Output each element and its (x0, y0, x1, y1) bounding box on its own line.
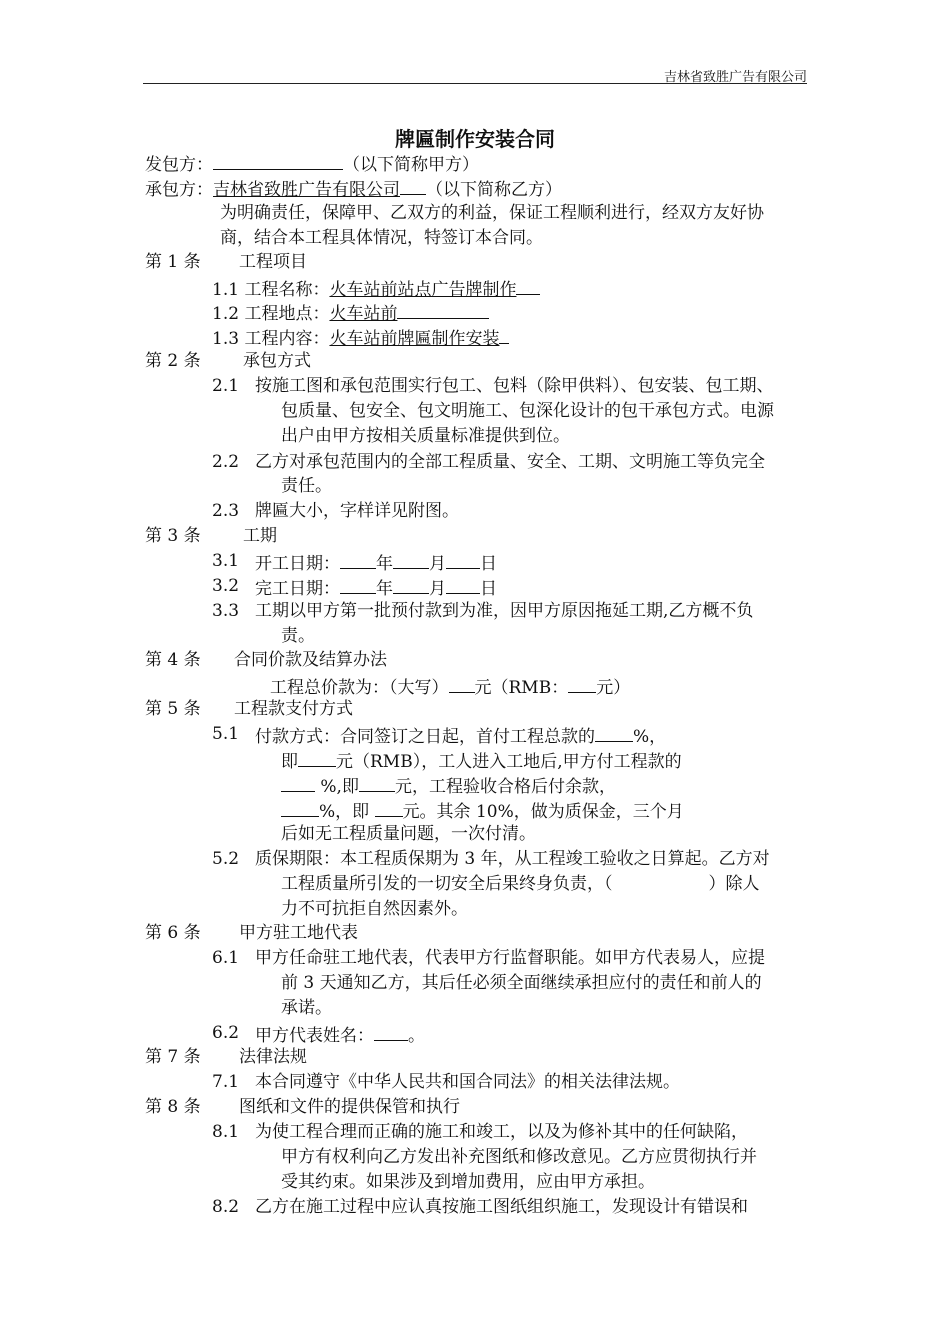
year-unit: 年 (376, 579, 393, 599)
clause-6-1-number: 6.1 (212, 948, 240, 968)
clause-8-1-number: 8.1 (212, 1122, 240, 1142)
clause-1-2 (212, 299, 489, 326)
total-price-label: 工程总价款为：（大写） (270, 678, 449, 698)
clause-5-1-text-d1: %，即 (319, 802, 375, 822)
article-5-title: 工程款支付方式 (234, 699, 353, 719)
article-4-title: 合同价款及结算办法 (234, 650, 387, 670)
clause-5-1-number: 5.1 (212, 724, 240, 744)
clause-5-1-line-4 (281, 797, 684, 824)
clause-2-2-line-2: 责任。 (281, 476, 332, 496)
clause-2-2-number: 2.2 (212, 452, 240, 472)
clause-2-1-line-3: 出户由甲方按相关质量标准提供到位。 (281, 426, 570, 446)
clause-5-1-text-d2: 元。其余 10%，做为质保金，三个月 (402, 802, 684, 822)
clause-1-3 (212, 324, 509, 351)
article-8-title: 图纸和文件的提供保管和执行 (239, 1097, 460, 1117)
article-6-heading: 第 6 条 (145, 923, 201, 943)
end-year-blank (340, 574, 376, 594)
start-month-blank (393, 549, 429, 569)
start-day-blank (446, 549, 480, 569)
clause-3-1-number: 3.1 (212, 551, 240, 571)
total-price-yuan: 元（RMB： (474, 678, 569, 698)
year-unit: 年 (376, 554, 393, 574)
clause-1-2-label: 1.2 工程地点： (212, 304, 330, 324)
clause-2-3-line-1: 牌匾大小，字样详见附图。 (255, 501, 459, 521)
clause-5-1-line-3 (281, 772, 616, 799)
article-2-heading: 第 2 条 (145, 351, 201, 371)
article-5-heading: 第 5 条 (145, 699, 201, 719)
clause-5-1-line-1 (255, 722, 666, 749)
clause-2-1-number: 2.1 (212, 376, 240, 396)
intro-line-1: 为明确责任，保障甲、乙双方的利益，保证工程顺利进行，经双方友好协 (220, 203, 764, 223)
start-year-blank (340, 549, 376, 569)
total-price-yuan-end: 元） (596, 678, 631, 698)
employer-label: 发包方： (145, 155, 213, 175)
article-3-title: 工期 (243, 526, 277, 546)
clause-3-2-number: 3.2 (212, 576, 240, 596)
intro-line-2: 商，结合本工程具体情况，特签订本合同。 (220, 228, 543, 248)
clause-8-1-line-3: 受其约束。如果涉及到增加费用，应由甲方承担。 (281, 1172, 655, 1192)
project-site-value: 火车站前 (329, 304, 398, 324)
clause-3-2 (255, 574, 497, 601)
first-payment-amount-blank (298, 747, 336, 767)
clause-5-1-text-b: 元（RMB），工人进入工地后,甲方付工程款的 (336, 752, 682, 772)
day-unit: 日 (480, 579, 497, 599)
article-8-heading: 第 8 条 (145, 1097, 201, 1117)
clause-6-1-line-1: 甲方任命驻工地代表，代表甲方行监督职能。如甲方代表易人，应提 (255, 948, 765, 968)
document-title: 牌匾制作安装合同 (395, 127, 555, 151)
clause-8-1-line-2: 甲方有权利向乙方发出补充图纸和修改意见。乙方应贯彻执行并 (281, 1147, 757, 1167)
employer-line (145, 150, 479, 177)
clause-2-1-line-2: 包质量、包安全、包文明施工、包深化设计的包干承包方式。电源 (281, 401, 774, 421)
end-date-label: 完工日期： (255, 579, 340, 599)
article-2-title: 承包方式 (243, 351, 311, 371)
clause-5-1-line-5: 后如无工程质量问题，一次付清。 (281, 824, 536, 844)
clause-2-2-line-1: 乙方对承包范围内的全部工程质量、安全、工期、文明施工等负完全 (255, 452, 765, 472)
representative-label: 甲方代表姓名： (255, 1026, 374, 1046)
page-header-company: 吉林省致胜广告有限公司 (663, 70, 807, 85)
clause-5-2-line-3: 力不可抗拒自然因素外。 (281, 899, 468, 919)
clause-5-1-line-2 (281, 747, 682, 774)
header-rule (143, 83, 807, 84)
representative-name-blank (374, 1021, 408, 1041)
article-3-heading: 第 3 条 (145, 526, 201, 546)
month-unit: 月 (429, 554, 446, 574)
payment-method-text: 付款方式：合同签订之日起，首付工程总款的 (255, 727, 595, 747)
employer-note: （以下简称甲方） (343, 155, 479, 175)
clause-5-2-line-1: 质保期限：本工程质保期为 3 年，从工程竣工验收之日算起。乙方对 (255, 849, 770, 869)
clause-5-2-number: 5.2 (212, 849, 240, 869)
clause-3-3-line-2: 责。 (281, 626, 315, 646)
ji-text: 即 (281, 752, 298, 772)
project-name-blank (516, 275, 540, 295)
start-date-label: 开工日期： (255, 554, 340, 574)
clause-1-3-label: 1.3 工程内容： (212, 329, 330, 349)
clause-5-2-text-b: ）除人 (708, 874, 760, 894)
contractor-name: 吉林省致胜广告有限公司 (213, 180, 400, 200)
end-month-blank (393, 574, 429, 594)
clause-3-3-line-1: 工期以甲方第一批预付款到为准，因甲方原因拖延工期,乙方概不负 (255, 601, 754, 621)
project-site-blank (397, 299, 489, 319)
clause-2-1-line-1: 按施工图和承包范围实行包工、包料（除甲供料）、包安装、包工期、 (255, 376, 774, 396)
project-name-value: 火车站前站点广告牌制作 (329, 280, 517, 300)
clause-6-1-line-2: 前 3 天通知乙方，其后任必须全面继续承担应付的责任和前人的 (281, 973, 762, 993)
total-price-words-blank (449, 673, 475, 693)
first-payment-pct-blank (595, 722, 633, 742)
article-6-title: 甲方驻工地代表 (239, 923, 358, 943)
clause-6-1-line-3: 承诺。 (281, 998, 332, 1018)
clause-2-3-number: 2.3 (212, 501, 240, 521)
second-payment-pct-blank (281, 772, 315, 792)
total-price-line (270, 673, 630, 700)
article-1-heading: 第 1 条 (145, 252, 201, 272)
clause-5-1-text-c1: %,即 (315, 777, 359, 797)
pct-comma: %， (633, 727, 667, 747)
representative-end: 。 (408, 1026, 425, 1046)
clause-6-2 (255, 1021, 425, 1048)
second-payment-amount-blank (359, 772, 395, 792)
day-unit: 日 (480, 554, 497, 574)
clause-7-1-number: 7.1 (212, 1072, 240, 1092)
clause-8-1-line-1: 为使工程合理而正确的施工和竣工，以及为修补其中的任何缺陷， (255, 1122, 748, 1142)
total-price-rmb-blank (568, 673, 596, 693)
clause-7-1-line-1: 本合同遵守《中华人民共和国合同法》的相关法律法规。 (255, 1072, 680, 1092)
clause-5-1-text-c2: 元，工程验收合格后付余款， (394, 777, 616, 797)
clause-3-3-number: 3.3 (212, 601, 240, 621)
contractor-note: （以下简称乙方） (426, 180, 562, 200)
clause-5-2-text-a: 工程质量所引发的一切安全后果终身负责，（ (281, 874, 613, 894)
employer-blank (213, 150, 343, 170)
clause-1-1 (212, 275, 540, 302)
article-1-title: 工程项目 (239, 252, 307, 272)
article-7-heading: 第 7 条 (145, 1047, 201, 1067)
clause-8-2-number: 8.2 (212, 1197, 240, 1217)
project-content-value: 火车站前牌匾制作安装 (329, 329, 500, 349)
article-4-heading: 第 4 条 (145, 650, 201, 670)
balance-amount-blank (375, 797, 403, 817)
clause-1-1-label: 1.1 工程名称： (212, 280, 330, 300)
contractor-name-blank (400, 175, 426, 195)
clause-5-2-line-2 (281, 872, 760, 896)
article-7-title: 法律法规 (239, 1047, 307, 1067)
clause-3-1 (255, 549, 497, 576)
balance-pct-blank (281, 797, 319, 817)
clause-6-2-number: 6.2 (212, 1023, 240, 1043)
contractor-line (145, 175, 562, 202)
end-day-blank (446, 574, 480, 594)
contractor-label: 承包方： (145, 180, 213, 200)
month-unit: 月 (429, 579, 446, 599)
project-content-blank (499, 324, 509, 344)
clause-8-2-line-1: 乙方在施工过程中应认真按施工图纸组织施工，发现设计有错误和 (255, 1197, 748, 1217)
